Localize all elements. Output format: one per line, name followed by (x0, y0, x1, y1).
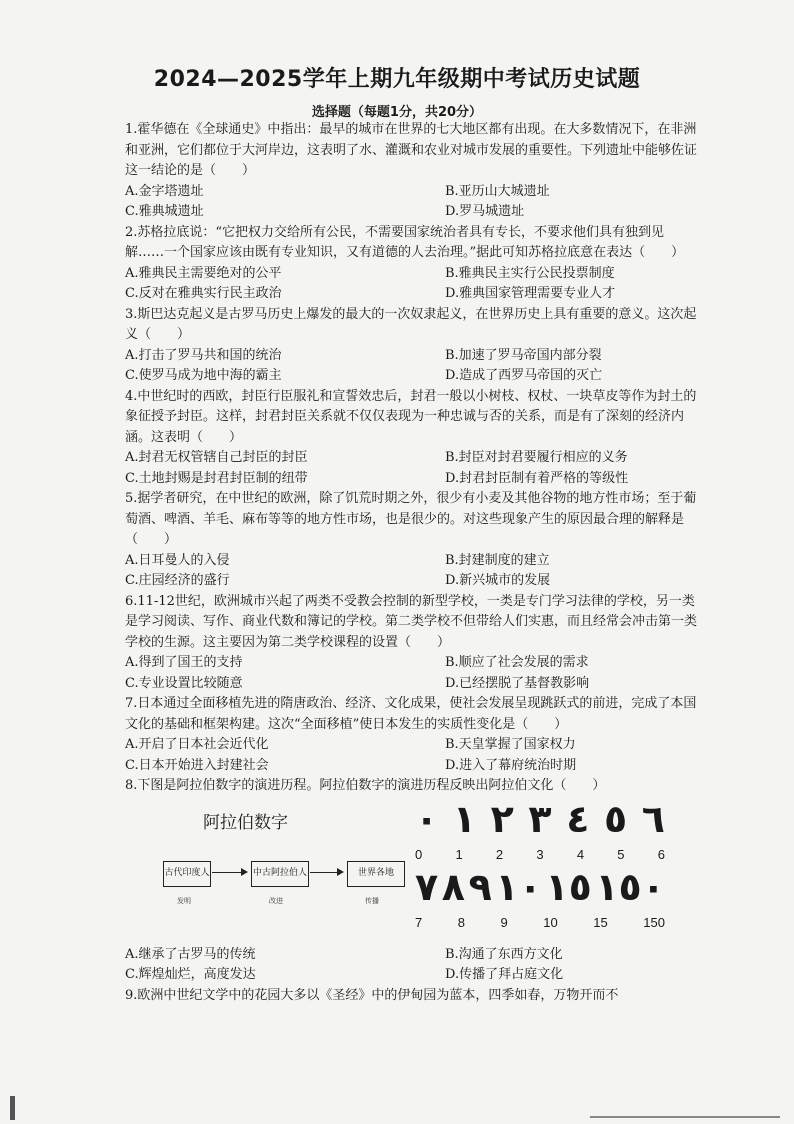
western-numeral: 0 (415, 846, 423, 862)
question-stem: 4.中世纪时的西欧，封臣行臣服礼和宣誓效忠后，封君一般以小树枝、权杖、一块草皮等作为封土的象征授予封臣。这样，封君封臣关系就不仅仅表现为一种忠诚与否的关系，而是有了深刻的经济内涵。这表明（ ） (125, 388, 697, 445)
question-8 (125, 776, 697, 986)
western-numerals-row-1 (415, 847, 665, 862)
option-b: B.天皇掌握了国家权力 (445, 737, 576, 752)
western-numeral: 9 (500, 914, 508, 930)
western-numeral: 7 (415, 914, 423, 930)
arabic-numerals-figure (125, 797, 697, 945)
flow-label-improve: 改进 (269, 896, 283, 905)
option-d: D.雅典国家管理需要专业人才 (445, 286, 616, 301)
option-b: B.顺应了社会发展的需求 (445, 655, 589, 670)
western-numeral: 3 (536, 846, 544, 862)
western-numerals-row-2 (415, 915, 665, 930)
option-c: C.使罗马成为地中海的霸主 (125, 368, 282, 383)
option-b: B.雅典民主实行公民投票制度 (445, 265, 615, 281)
scan-mark (10, 1096, 15, 1120)
option-a: A.日耳曼人的入侵 (125, 552, 230, 568)
flow-box-arab: 中古阿拉伯人 (251, 861, 309, 887)
option-b: B.封臣对封君要履行相应的义务 (445, 450, 628, 465)
arabic-numeral: ٠ (415, 796, 439, 841)
arabic-numeral: ٢ (490, 796, 514, 841)
flow-label-spread: 传播 (365, 896, 379, 905)
option-c: C.雅典城遗址 (125, 204, 204, 219)
western-numeral: 150 (643, 914, 665, 930)
option-d: D.封君封臣制有着严格的等级性 (445, 470, 629, 486)
question-stem: 8.下图是阿拉伯数字的演进历程。阿拉伯数字的演进历程反映出阿拉伯文化（ ） (125, 778, 606, 793)
question-9 (125, 986, 697, 1007)
option-d: D.传播了拜占庭文化 (445, 967, 564, 982)
option-b: B.封建制度的建立 (445, 552, 550, 568)
flow-label-invent: 发明 (177, 896, 191, 905)
western-numeral: 10 (543, 914, 558, 930)
western-numeral: 4 (576, 846, 585, 862)
option-d: D.造成了西罗马帝国的灭亡 (445, 368, 603, 383)
question-stem: 3.斯巴达克起义是古罗马历史上爆发的最大的一次奴隶起义，在世界历史上具有重要的意义。这次起义（ ） (125, 306, 697, 342)
question-3 (125, 305, 697, 387)
section-heading: 选择题（每题1分，共20分） (311, 105, 483, 120)
option-b: B.加速了罗马帝国内部分裂 (445, 347, 602, 363)
question-stem: 6.11-12世纪，欧洲城市兴起了两类不受教会控制的新型学校，一类是专门学习法律的学校，另一类是学习阅读、写作、商业代数和簿记的学校。第二类学校不但带给人们实惠，而且经常会冲击第一类学校的生源。这主要因为第二类学校课程的设置（ ） (125, 593, 698, 650)
question-5 (125, 489, 697, 592)
question-stem: 1.霍华德在《全球通史》中指出：最早的城市在世界的七大地区都有出现。在大多数情况下，在非洲和亚洲，它们都位于大河岸边，这表明了水、灌溉和农业对城市发展的重要性。下列遗址中能够佐证这一结论的是（ ） (125, 122, 698, 178)
arabic-numeral: ٩ (468, 864, 492, 909)
arabic-numeral: ٧ (415, 864, 439, 909)
arrow-icon (310, 872, 342, 873)
arabic-numeral: ١٥ (545, 864, 592, 909)
western-numeral: 15 (593, 914, 608, 930)
option-c: C.日本开始进入封建社会 (125, 757, 269, 773)
arrow-icon (212, 872, 246, 873)
option-a: A.雅典民主需要绝对的公平 (125, 265, 282, 281)
figure-caption: 阿拉伯数字 (203, 812, 288, 833)
arabic-numeral: ١ (452, 796, 476, 841)
arabic-numeral: ٣ (528, 796, 552, 841)
option-a: A.继承了古罗马的传统 (125, 946, 256, 962)
option-d: D.罗马城遗址 (445, 204, 525, 219)
flow-box-india: 古代印度人 (163, 861, 211, 887)
option-a: A.打击了罗马共和国的统治 (125, 347, 282, 363)
exam-title: 2024—2025学年上期九年级期中考试历史试题 (153, 67, 641, 92)
option-a: A.封君无权管辖自己封臣的封臣 (125, 450, 308, 465)
question-2 (125, 223, 697, 305)
option-c: C.辉煌灿烂，高度发达 (125, 967, 256, 982)
arabic-numeral: ٤ (566, 796, 590, 841)
option-d: D.已经摆脱了基督教影响 (445, 675, 590, 691)
option-c: C.土地封赐是封君封臣制的纽带 (125, 470, 308, 486)
option-c: C.专业设置比较随意 (125, 675, 243, 691)
western-numeral: 1 (455, 846, 463, 862)
scan-line (590, 1116, 780, 1118)
question-stem: 9.欧洲中世纪文学中的花园大多以《圣经》中的伊甸园为蓝本，四季如春，万物开而不 (125, 987, 619, 1003)
option-a: A.金字塔遗址 (125, 183, 204, 199)
option-d: D.新兴城市的发展 (445, 573, 551, 588)
option-a: A.得到了国王的支持 (125, 655, 243, 670)
numeral-table (415, 797, 665, 945)
arabic-numeral: ١٥٠ (595, 864, 665, 909)
arabic-numeral: ٥ (603, 796, 628, 841)
option-b: B.亚历山大城遗址 (445, 183, 550, 199)
western-numeral: 6 (657, 846, 665, 862)
questions-content (125, 120, 697, 1006)
question-stem: 5.据学者研究，在中世纪的欧洲，除了饥荒时期之外，很少有小麦及其他谷物的地方性市场；至于葡萄酒、啤酒、羊毛、麻布等等的地方性市场，也是很少的。对这些现象产生的原因最合理的解释是（ ） (125, 491, 697, 547)
option-c: C.反对在雅典实行民主政治 (125, 286, 282, 301)
arabic-numeral: ١٠ (495, 864, 542, 909)
option-d: D.进入了幕府统治时期 (445, 757, 577, 773)
question-7 (125, 694, 697, 776)
western-numeral: 2 (495, 846, 504, 862)
question-6 (125, 592, 697, 695)
option-b: B.沟通了东西方文化 (445, 946, 563, 962)
option-a: A.开启了日本社会近代化 (125, 737, 269, 752)
question-4 (125, 387, 697, 490)
question-stem: 2.苏格拉底说：“它把权力交给所有公民，不需要国家统治者具有专长，不要求他们具有独到见解……一个国家应该由既有专业知识，又有道德的人去治理。”据此可知苏格拉底意在表达（ ） (125, 224, 685, 260)
arabic-numeral: ٦ (641, 796, 665, 841)
western-numeral: 8 (457, 914, 465, 930)
question-1 (125, 120, 697, 223)
option-c: C.庄园经济的盛行 (125, 573, 230, 588)
flow-box-world: 世界各地 (347, 861, 405, 887)
arabic-numeral: ٨ (441, 864, 465, 909)
western-numeral: 5 (617, 846, 625, 862)
arabic-numerals-row-2 (415, 865, 665, 909)
arabic-numerals-row-1 (415, 797, 665, 841)
question-stem: 7.日本通过全面移植先进的隋唐政治、经济、文化成果，使社会发展呈现跳跃式的前进，完成了本国文化的基础和框架构建。这次“全面移植”使日本发生的实质性变化是（ ） (125, 696, 697, 732)
